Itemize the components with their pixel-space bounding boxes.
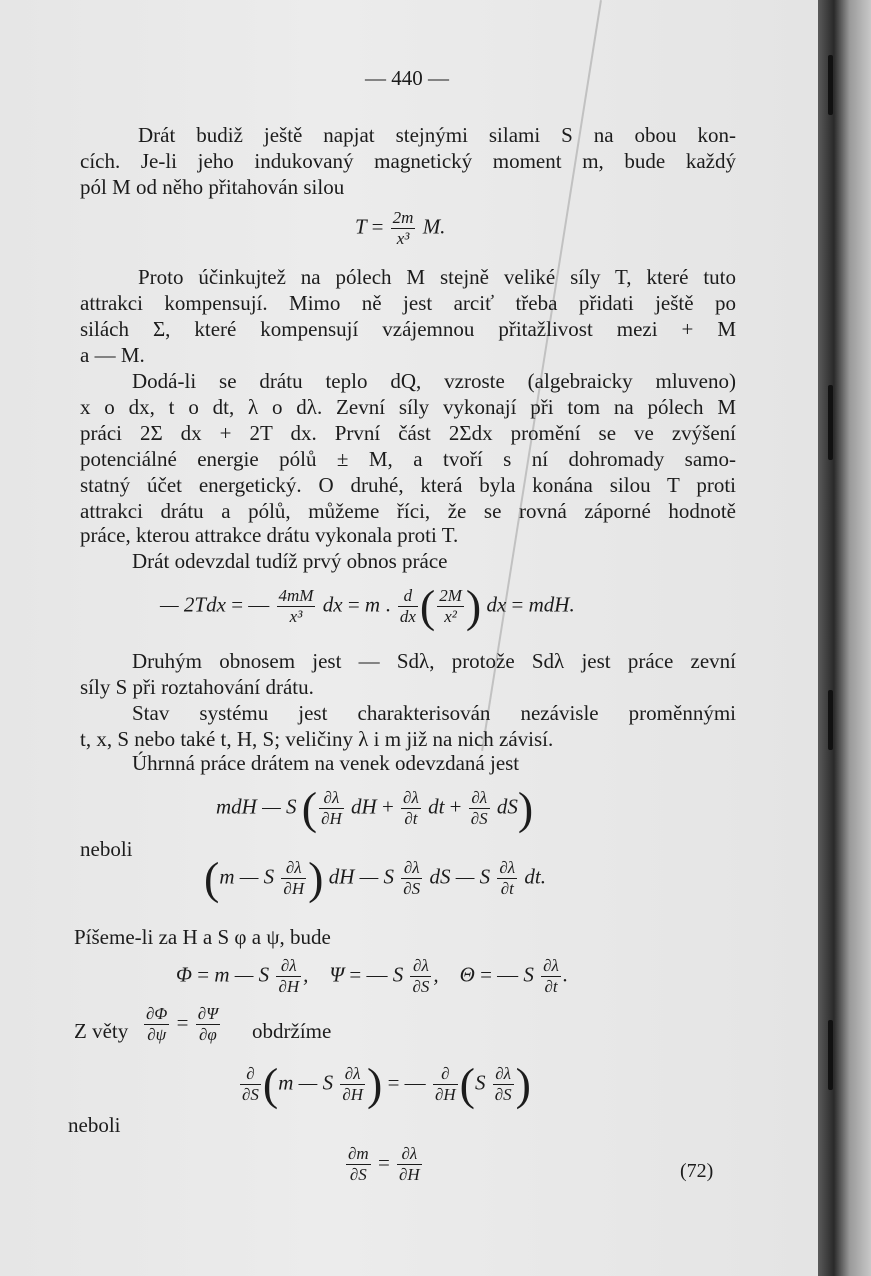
- binding-mark: [828, 55, 833, 115]
- text-line: Drát odevzdal tudíž prvý obnos práce: [132, 549, 448, 573]
- text-line: Z věty: [74, 1019, 129, 1043]
- text-line: silách Σ, které kompensují vzájemnou přitažlivost mezi + M: [80, 317, 736, 341]
- equation: mdH — S ( $\frac{\partial\lambda}{\partial H}$ dH + $\frac{\partial\lambda}{\partial t}$ dt + $\frac{\partial\lambda}{\partial S}$ dS): [216, 782, 534, 834]
- text-line: pól M od něho přitahován silou: [80, 175, 345, 199]
- text-line: attrakci kompensují. Mimo ně jest arciť třeba přidati ještě po: [80, 291, 736, 315]
- text-line: Proto účinkujtež na pólech M stejně veliké síly T, které tuto: [138, 265, 736, 289]
- equation: $\frac{\partial m}{\partial S}$ = $\frac{\partial\lambda}{\partial H}$: [348, 1144, 420, 1184]
- text-line: práci 2Σ dx + 2T dx. První část 2Σdx promění se ve zvýšení: [80, 421, 736, 445]
- equation: $\frac{\partial}{\partial S}$ (m — S $\frac{\partial\lambda}{\partial H}$ ) = — $\frac{\partial}{\partial H}$ (S $\frac{\partial\lambda}{\partial S}$ ): [242, 1058, 531, 1110]
- text-line: neboli: [80, 837, 133, 861]
- text-line: x o dx, t o dt, λ o dλ. Zevní síly vykonají při tom na pólech M: [80, 395, 736, 419]
- text-line: Stav systému jest charakterisován nezávisle proměnnými: [132, 701, 736, 725]
- binding-mark: [828, 1020, 833, 1090]
- equation: $\frac{\partial\Phi}{\partial\psi}$ = $\frac{\partial\Psi}{\partial\varphi}$: [146, 1004, 219, 1044]
- text-line: potenciálné energie pólů ± M, a tvoří s ní dohromady samo-: [80, 447, 736, 471]
- text-line: a — M.: [80, 343, 145, 367]
- equation: — 2Tdx = — $\frac{4mM}{\text{x³}}$ dx = m . $\frac{d}{dx}$ ( $\frac{2M}{\text{x²}}$ ) dx = mdH.: [160, 580, 575, 632]
- text-line: obdržíme: [252, 1019, 332, 1043]
- equation: T = $\frac{2m}{\text{x³}}$ M.: [355, 208, 446, 248]
- equation: (m — S $\frac{\partial\lambda}{\partial H}$ ) dH — S $\frac{\partial\lambda}{\partial S}$ dS — S $\frac{\partial\lambda}{\partial t}$ dt.: [204, 852, 546, 904]
- text-line: síly S při roztahování drátu.: [80, 675, 314, 699]
- text-line: neboli: [68, 1113, 121, 1137]
- text-line: Drát budiž ještě napjat stejnými silami S na obou kon-: [138, 123, 736, 147]
- text-line: attrakci drátu a pólů, můžeme říci, že se rovná záporné hodnotě: [80, 499, 736, 523]
- text-line: Úhrnná práce drátem na venek odevzdaná jest: [132, 751, 520, 775]
- text-line: cích. Je-li jeho indukovaný magnetický moment m, bude každý: [80, 149, 736, 173]
- book-binding: [818, 0, 871, 1276]
- page-number: — 440 —: [365, 66, 449, 90]
- text-line: Píšeme-li za H a S φ a ψ, bude: [74, 925, 331, 949]
- binding-mark: [828, 385, 833, 460]
- text-line: Druhým obnosem jest — Sdλ, protože Sdλ jest práce zevní: [132, 649, 736, 673]
- equation-number: (72): [680, 1160, 714, 1182]
- equation: Φ = m — S $\frac{\partial\lambda}{\partial H}$ , Ψ = — S $\frac{\partial\lambda}{\partial S}$ , Θ = — S $\frac{\partial\lambda}{\partial t}$ .: [176, 956, 569, 996]
- text-line: statný účet energetický. O druhé, která byla konána silou T proti: [80, 473, 736, 497]
- binding-mark: [828, 690, 833, 750]
- text-line: t, x, S nebo také t, H, S; veličiny λ i m již na nich závisí.: [80, 727, 554, 751]
- text-line: Dodá-li se drátu teplo dQ, vzroste (algebraicky mluveno): [132, 369, 736, 393]
- text-line: práce, kterou attrakce drátu vykonala proti T.: [80, 523, 459, 547]
